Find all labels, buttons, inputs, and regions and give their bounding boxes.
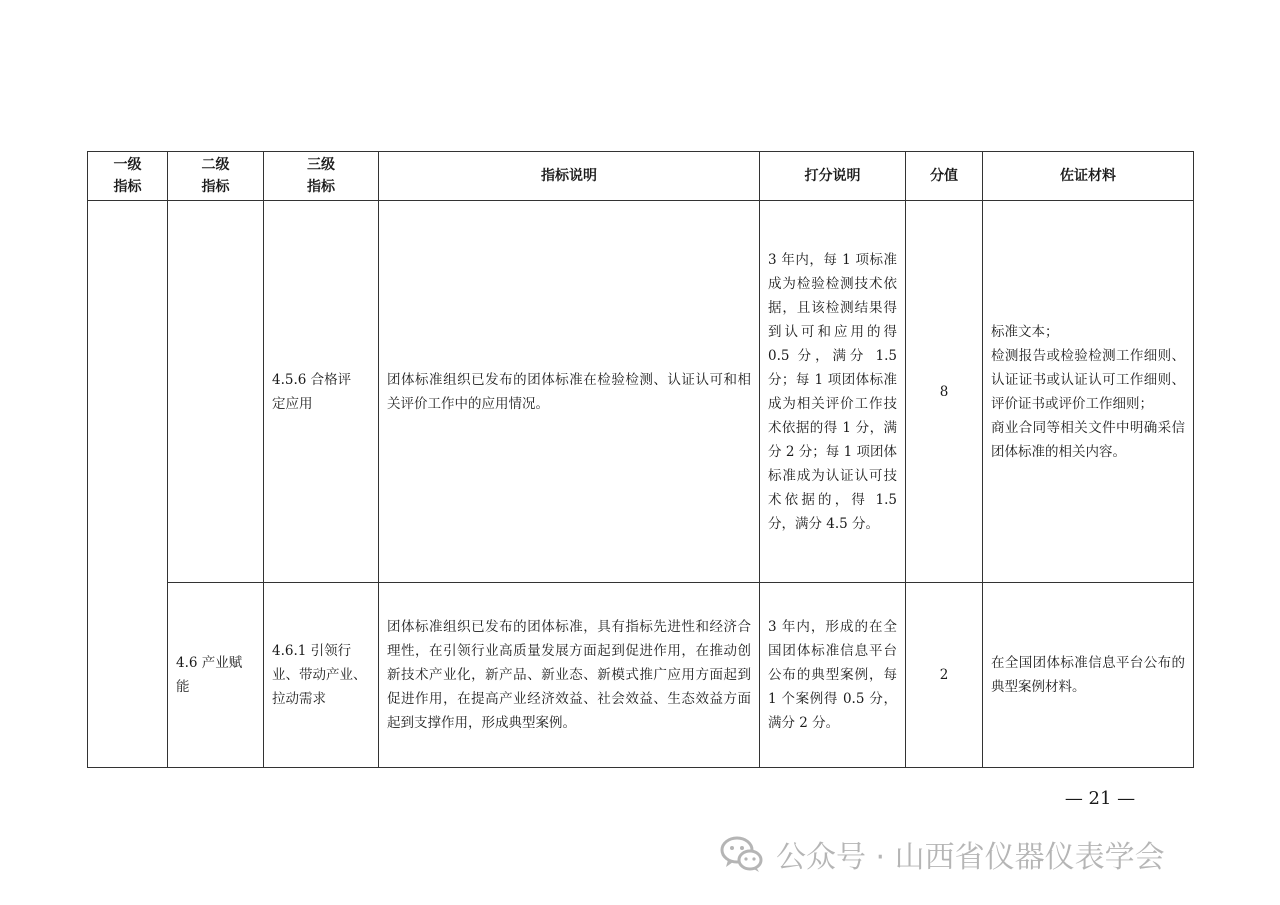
cell-evidence: 在全国团体标准信息平台公布的典型案例材料。: [983, 583, 1194, 768]
table-row: [88, 583, 1194, 768]
header-evidence: 佐证材料: [983, 152, 1194, 201]
watermark-text: 公众号 · 山西省仪器仪表学会: [776, 840, 1165, 875]
cell-level3: 4.6.1 引领行 业、带动产业、 拉动需求: [264, 583, 379, 768]
cell-scoring: 3 年内，每 1 项标准成为检验检测技术依据，且该检测结果得到认可和应用的得 0.5 分，满分 1.5 分；每 1 项团体标准成为相关评价工作技术依据的得 1 分，满分 2 分；每 1 项团体标准成为认证认可技术依据的，得 1.5 分，满分 4.5 分。: [760, 201, 906, 583]
cell-scoring: 3 年内，形成的在全国团体标准信息平台公布的典型案例，每 1 个案例得 0.5 分，满分 2 分。: [760, 583, 906, 768]
page-number: — 21 —: [1064, 788, 1136, 809]
cell-score: 2: [906, 583, 983, 768]
header-scoring: 打分说明: [760, 152, 906, 201]
table-row: [88, 201, 1194, 583]
header-score: 分值: [906, 152, 983, 201]
table-header-row: [88, 152, 1194, 201]
header-level3: 三级 指标: [264, 152, 379, 201]
evaluation-table: [87, 151, 1194, 768]
cell-level2: [168, 201, 264, 583]
watermark: [720, 832, 1165, 876]
cell-score: 8: [906, 201, 983, 583]
wechat-icon: [720, 834, 764, 874]
header-level2: 二级 指标: [168, 152, 264, 201]
cell-description: 团体标准组织已发布的团体标准在检验检测、认证认可和相关评价工作中的应用情况。: [379, 201, 760, 583]
header-level1: 一级 指标: [88, 152, 168, 201]
cell-level1: [88, 201, 168, 768]
cell-evidence: 标准文本； 检测报告或检验检测工作细则、认证证书或认证认可工作细则、评价证书或评价工作细则； 商业合同等相关文件中明确采信团体标准的相关内容。: [983, 201, 1194, 583]
header-description: 指标说明: [379, 152, 760, 201]
cell-level2: 4.6 产业赋 能: [168, 583, 264, 768]
cell-description: 团体标准组织已发布的团体标准，具有指标先进性和经济合理性，在引领行业高质量发展方面起到促进作用，在推动创新技术产业化，新产品、新业态、新模式推广应用方面起到促进作用，在提高产业经济效益、社会效益、生态效益方面起到支撑作用，形成典型案例。: [379, 583, 760, 768]
cell-level3: 4.5.6 合格评 定应用: [264, 201, 379, 583]
